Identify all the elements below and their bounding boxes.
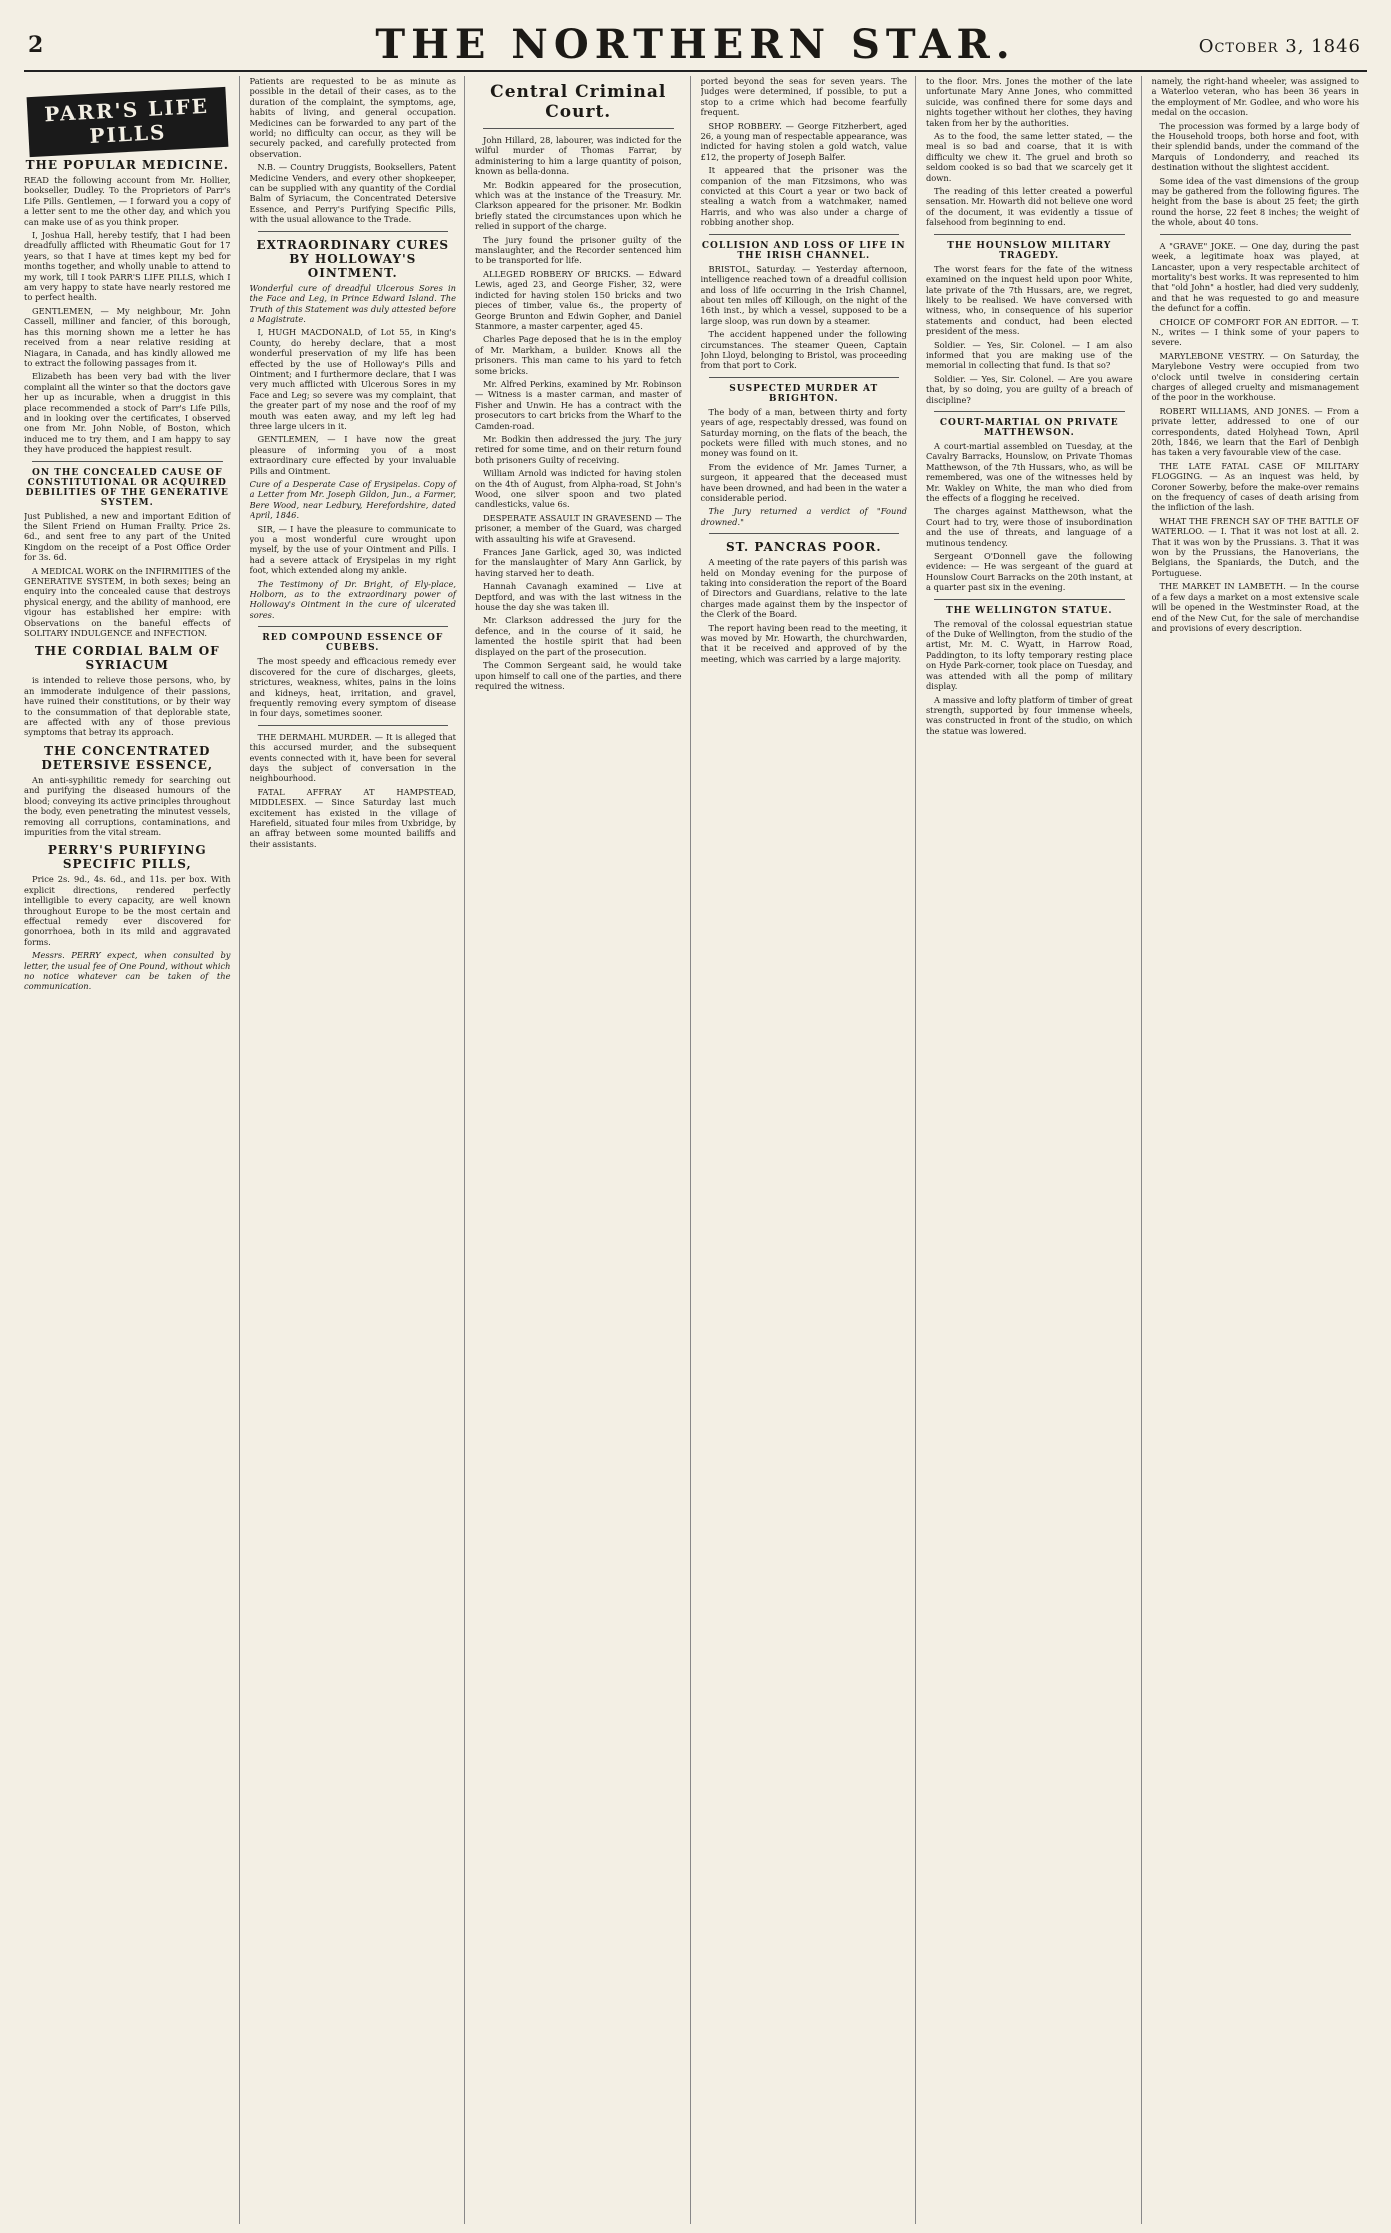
- paragraph: Patients are requested to be as minute as possible in the detail of their cases, as to the duration of the complaint, the symptoms, age, habits of living, and general occupation. Medicines can be forwarded to any part of the world; no difficulty can occur, as they will be securely packed, and carefully protected from observation.: [249, 76, 456, 159]
- paragraph: to the floor. Mrs. Jones the mother of the late unfortunate Mary Anne Jones, who committed suicide, was confined there for some days and nights together without her clothes, they having taken from her by the authorities.: [926, 76, 1133, 128]
- paragraph: ported beyond the seas for seven years. The Judges were determined, if possible, to put a stop to a crime which had become fearfully frequent.: [700, 76, 907, 118]
- paragraph: Sergeant O'Donnell gave the following evidence: — He was sergeant of the guard at Hounslow Court Barracks on the 20th instant, at a quarter past six in the evening.: [926, 551, 1133, 593]
- article-heading: COURT-MARTIAL ON PRIVATE MATTHEWSON.: [939, 417, 1119, 438]
- paragraph: Cure of a Desperate Case of Erysipelas. Copy of a Letter from Mr. Joseph Gildon, Jun., a Farmer, Bere Wood, near Ledbury, Herefordshire, dated April, 1846.: [249, 479, 456, 521]
- paper-title: THE NORTHERN STAR.: [375, 20, 1016, 68]
- divider: [32, 461, 223, 462]
- paragraph: Soldier. — Yes, Sir. Colonel. — I am also informed that you are making use of the memorial in collecting that fund. Is that so?: [926, 339, 1133, 371]
- paragraph: FATAL AFFRAY AT HAMPSTEAD, MIDDLESEX. — Since Saturday last much excitement has existed in the village of Harefield, situated four miles from Uxbridge, by an affray between some mounted bailiffs and their assistants.: [249, 786, 456, 849]
- paragraph: A massive and lofty platform of timber of great strength, supported by four immense wheels, was constructed in front of the studio, on which the statue was lowered.: [926, 694, 1133, 736]
- column-6: [1152, 76, 1368, 2224]
- paragraph: Some idea of the vast dimensions of the group may be gathered from the following figures. The height from the base is about 25 feet; the girth round the horse, 22 feet 8 inches; the weight of the whole, about 40 tons.: [1151, 175, 1359, 228]
- paragraph: The most speedy and efficacious remedy ever discovered for the cure of discharges, gleets, strictures, weakness, whites, pains in the loins and kidneys, heat, irritation, and gravel, frequently removing every symptom of disease in four days, sometimes sooner.: [249, 656, 456, 719]
- paragraph: Hannah Cavanagh examined — Live at Deptford, and was with the last witness in the house the day she was taken ill.: [475, 581, 682, 613]
- article-heading: COLLISION AND LOSS OF LIFE IN THE IRISH CHANNEL.: [701, 240, 906, 261]
- divider: [709, 234, 900, 235]
- paragraph: GENTLEMEN, — I have now the great pleasure of informing you of a most extraordinary cure effected by your invaluable Pills and Ointment.: [249, 434, 456, 476]
- column-1: [24, 76, 240, 2224]
- paragraph: The Common Sergeant said, he would take upon himself to call one of the parties, and there required the witness.: [475, 660, 682, 691]
- paragraph: The reading of this letter created a powerful sensation. Mr. Howarth did not believe one word of the document, it was evidently a tissue of falsehood from beginning to end.: [926, 186, 1133, 228]
- paragraph: The body of a man, between thirty and forty years of age, respectably dressed, was found on Saturday morning, on the flats of the beach, the pockets were filled with much stones, and no money was found on it.: [700, 406, 907, 459]
- masthead: [24, 18, 1367, 72]
- paragraph: It appeared that the prisoner was the companion of the man Fitzsimons, who was convicted at this Court a year or two back of stealing a watch from a watchmaker, named Harris, and who was also under a charge of robbing another shop.: [700, 165, 907, 228]
- paragraph: The Jury returned a verdict of "Found drowned.": [700, 506, 907, 527]
- article-heading: ON THE CONCEALED CAUSE OF CONSTITUTIONAL OR ACQUIRED DEBILITIES OF THE GENERATIVE SYSTEM.: [25, 467, 229, 508]
- divider: [258, 626, 449, 627]
- paragraph: The jury found the prisoner guilty of the manslaughter, and the Recorder sentenced him to be transported for life.: [475, 234, 682, 266]
- paragraph: THE LATE FATAL CASE OF MILITARY FLOGGING. — As an inquest was held, by Coroner Sowerby, before the make-over remains on the frequency of cases of death arising from the infliction of the lash.: [1151, 460, 1359, 513]
- paragraph: William Arnold was indicted for having stolen on the 4th of August, from Alpha-road, St John's Wood, one silver spoon and two plated candlesticks, value 6s.: [475, 468, 682, 510]
- article-heading: EXTRAORDINARY CURES BY HOLLOWAY'S OINTMENT.: [256, 237, 450, 280]
- divider: [258, 725, 449, 726]
- paragraph: The report having been read to the meeting, it was moved by Mr. Howarth, the churchwarden, that it be received and approved of by the meeting, which was carried by a large majority.: [700, 622, 907, 664]
- paragraph: is intended to relieve those persons, who, by an immoderate indulgence of their passions, have ruined their constitutions, or by their way to the consummation of that deplorable state, are affected with any of those previous symptoms that betray its approach.: [24, 675, 231, 738]
- article-heading: RED COMPOUND ESSENCE OF CUBEBS.: [262, 633, 444, 654]
- paragraph: SHOP ROBBERY. — George Fitzherbert, aged 26, a young man of respectable appearance, was indicted for having stolen a gold watch, value £12, the property of Joseph Balfer.: [700, 120, 907, 162]
- paragraph: The removal of the colossal equestrian statue of the Duke of Wellington, from the studio of the artist, Mr. M. C. Wyatt, in Harrow Road, Paddington, to its lofty temporary resting place on Hyde Park-corner, took place on Tuesday, and was attended with all the pomp of military display.: [926, 618, 1133, 692]
- paragraph: The Testimony of Dr. Bright, of Ely-place, Holborn, as to the extraordinary power of Holloway's Ointment in the cure of ulcerated sores.: [249, 578, 456, 620]
- paragraph: BRISTOL, Saturday. — Yesterday afternoon, intelligence reached town of a dreadful collision and loss of life occurring in the Irish Channel, about ten miles off Killough, on the night of the 16th inst., by which a vessel, supposed to be a large sloop, was run down by a steamer.: [700, 263, 907, 326]
- paragraph: The worst fears for the fate of the witness examined on the inquest held upon poor White, late private of the 7th Hussars, are, we regret, likely to be realised. We have conversed with witness, who, in consequence of his superior statements and conduct, had been elected president of the mess.: [926, 263, 1133, 337]
- paragraph: DESPERATE ASSAULT IN GRAVESEND — The prisoner, a member of the Guard, was charged with assaulting his wife at Gravesend.: [475, 512, 682, 544]
- paragraph: Mr. Bodkin appeared for the prosecution, which was at the instance of the Treasury. Mr. Clarkson appeared for the prisoner. Mr. Bodkin briefly stated the circumstances upon which he relied in support of the charge.: [475, 179, 682, 232]
- paragraph: I, HUGH MACDONALD, of Lot 55, in King's County, do hereby declare, that a most wonderful preservation of my life has been effected by the use of Holloway's Pills and Ointment; and I furthermore declare, that I was very much afflicted with Ulcerous Sores in my Face and Leg; so severe was my complaint, that the greater part of my nose and the roof of my mouth was eaten away, and my left leg had three large ulcers in it.: [249, 327, 456, 431]
- paragraph: Price 2s. 9d., 4s. 6d., and 11s. per box. With explicit directions, rendered perfectly intelligible to every capacity, are well known throughout Europe to be the most certain and effectual remedy ever discovered for gonorrhoea, both in its mild and aggravated forms.: [24, 874, 231, 947]
- divider: [258, 231, 449, 232]
- paragraph: Mr. Alfred Perkins, examined by Mr. Robinson — Witness is a master carman, and master of Fisher and Unwin. He has a contract with the prosecutors to cart bricks from the Wharf to the Camden-road.: [475, 378, 682, 431]
- paragraph: THE MARKET IN LAMBETH. — In the course of a few days a market on a most extensive scale will be opened in the Westminster Road, at the end of the New Cut, for the sale of merchandise and provisions of every description.: [1151, 581, 1359, 633]
- paragraph: A "GRAVE" JOKE. — One day, during the past week, a legitimate hoax was played, at Lancaster, upon a very respectable architect of mortality's best works. It was represented to him that "old John" a hostler, had died very suddenly, and that he was requested to go and measure the defunct for a coffin.: [1151, 240, 1359, 314]
- article-heading: THE POPULAR MEDICINE.: [25, 158, 229, 172]
- paragraph: WHAT THE FRENCH SAY OF THE BATTLE OF WATERLOO. — I. That it was not lost at all. 2. That it was won by the Prussians. 3. That it was won by the Prussians, the Hanoverians, the Belgians, the Spaniards, the Dutch, and the Portuguese.: [1151, 515, 1359, 578]
- paragraph: John Hillard, 28, labourer, was indicted for the wilful murder of Thomas Farrar, by administering to him a large quantity of poison, known as bella-donna.: [475, 135, 682, 177]
- divider: [709, 377, 900, 378]
- divider: [934, 599, 1125, 600]
- paragraph: As to the food, the same letter stated, — the meal is so bad and coarse, that it is with difficulty we chew it. The gruel and broth so seldom cooked is so bad that we scarcely get it down.: [926, 131, 1133, 183]
- section-heading: Central Criminal Court.: [490, 82, 667, 122]
- paragraph: Messrs. PERRY expect, when consulted by letter, the usual fee of One Pound, without which no notice whatever can be taken of the communication.: [24, 950, 231, 992]
- paragraph: A MEDICAL WORK on the INFIRMITIES of the GENERATIVE SYSTEM, in both sexes; being an enquiry into the concealed cause that destroys physical energy, and the ability of manhood, ere vigour has established her empire: with Observations on the baneful effects of SOLITARY INDULGENCE and INFECTION.: [24, 565, 231, 639]
- paragraph: MARYLEBONE VESTRY. — On Saturday, the Marylebone Vestry were occupied from two o'clock until twelve in considering certain charges of alleged cruelty and mismanagement of the poor in the workhouse.: [1151, 350, 1359, 403]
- paragraph: namely, the right-hand wheeler, was assigned to a Waterloo veteran, who has been 36 years in the employment of Mr. Godlee, and who wore his medal on the occasion.: [1151, 76, 1359, 118]
- divider: [1160, 234, 1352, 235]
- paragraph: Soldier. — Yes, Sir. Colonel. — Are you aware that, by so doing, you are guilty of a breach of discipline?: [926, 373, 1133, 405]
- paragraph: Wonderful cure of dreadful Ulcerous Sores in the Face and Leg, in Prince Edward Island. The Truth of this Statement was duly attested before a Magistrate.: [249, 282, 456, 324]
- pills-banner: PARR'S LIFE PILLS: [27, 87, 228, 157]
- paragraph: From the evidence of Mr. James Turner, a surgeon, it appeared that the deceased must have been drowned, and had been in the water a considerable period.: [700, 461, 907, 503]
- paragraph: GENTLEMEN, — My neighbour, Mr. John Cassell, milliner and fancier, of this borough, has this morning shown me a letter he has received from a near relative residing at Niagara, in Canada, and has kindly allowed me to extract the following passages from it.: [24, 305, 231, 368]
- divider: [934, 411, 1125, 412]
- article-heading: THE CORDIAL BALM OF SYRIACUM: [34, 644, 220, 673]
- paragraph: ROBERT WILLIAMS, AND JONES. — From a private letter, addressed to one of our correspondents, dated Holyhead Town, April 20th, 1846, we learn that the Earl of Denbigh has taken a very favourable view of the case.: [1151, 405, 1359, 458]
- paragraph: READ the following account from Mr. Hollier, bookseller, Dudley. To the Proprietors of Parr's Life Pills. Gentlemen, — I forward you a copy of a letter sent to me the other day, and which you can make use of as you think proper.: [24, 175, 231, 227]
- paragraph: A court-martial assembled on Tuesday, at the Cavalry Barracks, Hounslow, on Private Thomas Matthewson, of the 7th Hussars, who, as will be remembered, was one of the witnesses held by Mr. Wakley on White, the man who died from the effects of a flogging he received.: [926, 440, 1133, 503]
- divider: [483, 128, 674, 129]
- paragraph: An anti-syphilitic remedy for searching out and purifying the diseased humours of the blood; conveying its active principles throughout the body, even penetrating the minutest vessels, removing all corruptions, contaminations, and impurities from the vital stream.: [24, 774, 231, 837]
- paragraph: Elizabeth has been very bad with the liver complaint all the winter so that the doctors gave her up as incurable, when a druggist in this place recommended a stock of Parr's Life Pills, and in looking over the certificates, I observed one from Mr. John Noble, of Boston, which induced me to try them, and I am happy to say they have produced the happiest result.: [24, 371, 231, 455]
- column-3: [475, 76, 691, 2224]
- page-number: 2: [28, 32, 44, 58]
- paragraph: Charles Page deposed that he is in the employ of Mr. Markham, a builder. Knows all the prisoners. This man came to his yard to fetch some bricks.: [475, 334, 682, 376]
- article-heading: THE HOUNSLOW MILITARY TRAGEDY.: [947, 240, 1112, 261]
- columns: [24, 76, 1367, 2224]
- column-2: [250, 76, 466, 2224]
- article-heading: THE CONCENTRATED DETERSIVE ESSENCE,: [41, 743, 214, 772]
- paragraph: Mr. Clarkson addressed the jury for the defence, and in the course of it said, he lamented the hostile spirit that had been displayed on the part of the prosecution.: [475, 615, 682, 657]
- column-5: [926, 76, 1142, 2224]
- article-heading: ST. PANCRAS POOR.: [725, 540, 882, 555]
- paragraph: THE DERMAHL MURDER. — It is alleged that this accursed murder, and the subsequent events connected with it, have been for several days the subject of conversation in the neighbourhood.: [249, 731, 456, 784]
- column-4: [701, 76, 917, 2224]
- paragraph: Frances Jane Garlick, aged 30, was indicted for the manslaughter of Mary Ann Garlick, by having starved her to death.: [475, 547, 682, 578]
- paragraph: I, Joshua Hall, hereby testify, that I had been dreadfully afflicted with Rheumatic Gout for 17 years, so that I have at times kept my bed for months together, and wholly unable to attend to my work, till I took PARR'S LIFE PILLS, which I am very happy to state have nearly restored me to perfect health.: [24, 230, 231, 303]
- issue-date: October 3, 1846: [1198, 36, 1361, 57]
- article-heading: SUSPECTED MURDER AT BRIGHTON.: [729, 383, 879, 404]
- article-heading: THE WELLINGTON STATUE.: [945, 605, 1113, 616]
- divider: [934, 234, 1125, 235]
- paragraph: ALLEGED ROBBERY OF BRICKS. — Edward Lewis, aged 23, and George Fisher, 32, were indicted for having stolen 150 bricks and two pieces of timber, value 6s., the property of George Brunton and Edwin Gopher, and Daniel Stanmore, a master carpenter, aged 45.: [475, 268, 682, 331]
- article-heading: PERRY'S PURIFYING SPECIFIC PILLS,: [47, 843, 207, 872]
- paragraph: Just Published, a new and important Edition of the Silent Friend on Human Frailty. Price 2s. 6d., and sent free to any part of the United Kingdom on the receipt of a Post Office Order for 3s. 6d.: [24, 510, 231, 563]
- paragraph: The accident happened under the following circumstances. The steamer Queen, Captain John Lloyd, belonging to Bristol, was proceeding from that port to Cork.: [700, 329, 907, 371]
- paragraph: CHOICE OF COMFORT FOR AN EDITOR. — T. N., writes — I think some of your papers to severe.: [1151, 316, 1359, 348]
- paragraph: The charges against Matthewson, what the Court had to try, were those of insubordination and the use of threats, and language of a mutinous tendency.: [926, 506, 1133, 548]
- paragraph: The procession was formed by a large body of the Household troops, both horse and foot, with their splendid bands, under the command of the Marquis of Londonderry, and reached its destination without the slightest accident.: [1151, 120, 1359, 173]
- paragraph: N.B. — Country Druggists, Booksellers, Patent Medicine Venders, and every other shopkeeper, can be supplied with any quantity of the Cordial Balm of Syriacum, the Concentrated Detersive Essence, and Perry's Purifying Specific Pills, with the usual allowance to the Trade.: [249, 162, 456, 225]
- paragraph: Mr. Bodkin then addressed the jury. The jury retired for some time, and on their return found both prisoners Guilty of receiving.: [475, 433, 682, 465]
- paragraph: A meeting of the rate payers of this parish was held on Monday evening for the purpose of taking into consideration the report of the Board of Directors and Guardians, relative to the late charges made against them by the inspector of the Clerk of the Board.: [700, 557, 907, 620]
- divider: [709, 533, 900, 534]
- paragraph: SIR, — I have the pleasure to communicate to you a most wonderful cure wrought upon myself, by the use of your Ointment and Pills. I had a severe attack of Erysipelas in my right foot, which extended along my ankle.: [249, 523, 456, 576]
